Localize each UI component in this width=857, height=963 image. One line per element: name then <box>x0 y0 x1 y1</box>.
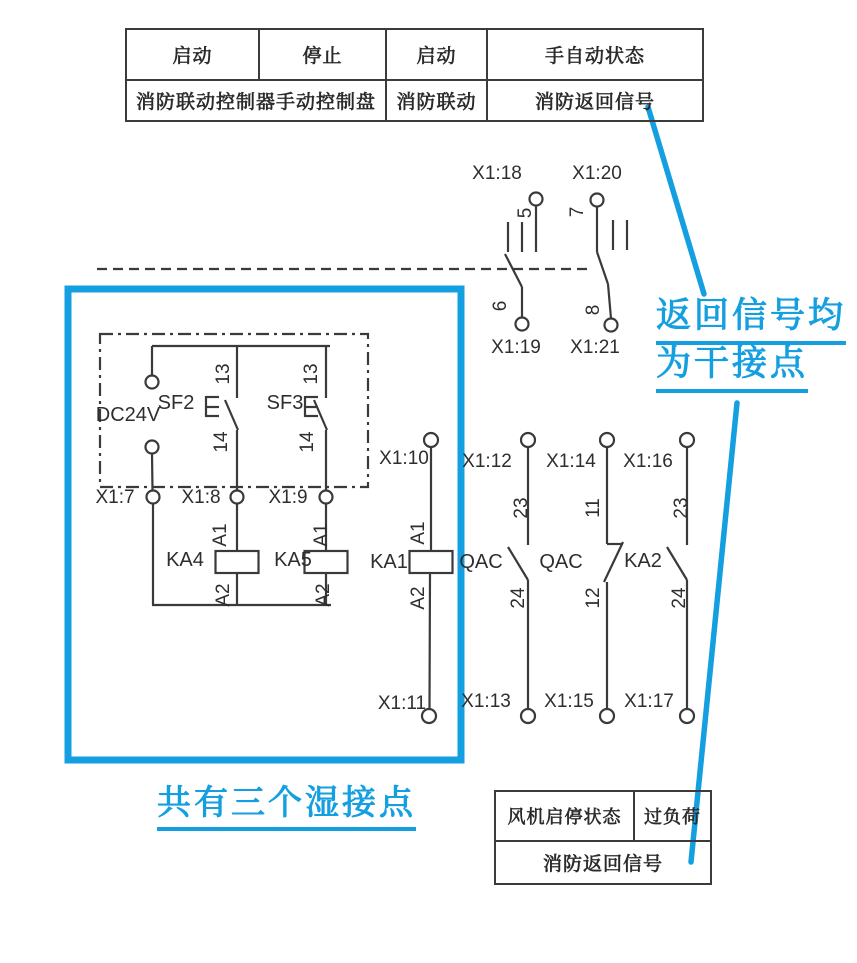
terminal-circle-x1-9 <box>320 491 333 504</box>
pin-label-ka4-a1: A1 <box>210 523 231 547</box>
terminal-label-x1-9: X1:9 <box>268 487 308 508</box>
bottom-table-cell-overload: 过负荷 <box>644 807 701 827</box>
leader-line-top <box>648 107 704 294</box>
terminal-circle-x1-17 <box>680 709 694 723</box>
pin-label-6: 6 <box>490 300 511 312</box>
pin-label-sf3-14: 14 <box>297 431 318 453</box>
terminal-label-x1-12: X1:12 <box>462 451 512 472</box>
terminal-label-x1-13: X1:13 <box>461 691 511 712</box>
terminal-circle-x1-7 <box>147 491 160 504</box>
component-label-dc24v: DC24V <box>95 404 161 426</box>
table-row <box>127 30 702 79</box>
terminal-circle-x1-20 <box>591 194 604 207</box>
terminal-label-x1-21: X1:21 <box>570 337 620 358</box>
pin-label-8: 8 <box>583 304 604 316</box>
terminal-circle-x1-15 <box>600 709 614 723</box>
terminal-circle-x1-19 <box>516 318 529 331</box>
pin-label-qac-23: 23 <box>511 497 532 519</box>
top-table-cell-start1: 启动 <box>127 30 260 79</box>
terminal-label-x1-7: X1:7 <box>95 487 135 508</box>
pin-label-qac-11: 11 <box>583 498 604 518</box>
terminal-circle-x1-10 <box>424 433 438 447</box>
component-label-sf2: SF2 <box>157 392 195 414</box>
top-table-cell-handauto: 手自动状态 <box>544 46 645 67</box>
pin-label-ka4-a2: A2 <box>213 583 234 607</box>
pin-label-ka1-a2: A2 <box>408 586 429 610</box>
terminal-label-x1-14: X1:14 <box>546 451 596 472</box>
component-label-qac-mid: QAC <box>539 551 583 573</box>
pin-label-qac-12: 12 <box>583 587 604 609</box>
pin-label-sf2-13: 13 <box>213 363 234 385</box>
terminal-label-x1-15: X1:15 <box>544 691 594 712</box>
pin-label-ka2-24: 24 <box>669 587 690 609</box>
top-table-cell-manual-panel: 消防联动控制器手动控制盘 <box>127 81 387 120</box>
annotation-wet-contacts: 共有三个湿接点 <box>157 775 416 831</box>
table-row <box>496 840 710 883</box>
pin-label-qac-24: 24 <box>508 587 529 609</box>
wet-contacts-highlight-box <box>68 289 461 760</box>
pin-label-5: 5 <box>515 207 536 219</box>
component-label-sf3: SF3 <box>266 392 304 414</box>
terminal-circle-x1-21 <box>605 319 618 332</box>
terminal-circle-x1-14 <box>600 433 614 447</box>
annotation-dry-contacts-line1: 返回信号均 <box>656 288 846 345</box>
annotation-dry-contacts-line2: 为干接点 <box>656 336 808 393</box>
table-row <box>496 792 710 840</box>
pin-label-7: 7 <box>567 206 588 218</box>
component-label-qac-left: QAC <box>459 551 503 573</box>
top-table-cell-return-signal: 消防返回信号 <box>534 92 655 113</box>
bottom-table-cell-fan-status: 风机启停状态 <box>496 792 635 840</box>
component-label-ka5: KA5 <box>274 549 312 571</box>
terminal-label-x1-20: X1:20 <box>572 163 622 184</box>
component-label-ka2: KA2 <box>624 550 662 572</box>
pin-label-ka2-23: 23 <box>671 497 692 519</box>
ka1-coil <box>410 551 453 573</box>
pin-label-sf3-13: 13 <box>301 363 322 385</box>
terminal-label-x1-11: X1:11 <box>377 693 427 714</box>
top-table-cell-stop: 停止 <box>260 30 387 79</box>
terminal-label-x1-19: X1:19 <box>491 337 541 358</box>
terminal-circle-x1-12 <box>521 433 535 447</box>
terminal-label-x1-18: X1:18 <box>472 163 522 184</box>
table-row <box>127 79 702 120</box>
terminal-label-x1-10: X1:10 <box>379 448 429 469</box>
pin-label-ka5-a2: A2 <box>313 583 334 607</box>
component-label-ka4: KA4 <box>166 549 204 571</box>
terminal-label-x1-17: X1:17 <box>624 691 674 712</box>
pin-label-ka1-a1: A1 <box>408 521 429 545</box>
terminal-label-x1-16: X1:16 <box>623 451 673 472</box>
bottom-table-cell-return-signal: 消防返回信号 <box>542 854 663 875</box>
top-signal-table <box>125 28 704 122</box>
top-table-cell-linkage: 消防联动 <box>387 81 488 120</box>
terminal-circle-x1-16 <box>680 433 694 447</box>
component-label-ka1: KA1 <box>370 551 408 573</box>
top-table-cell-start2: 启动 <box>387 30 488 79</box>
terminal-label-x1-8: X1:8 <box>181 487 221 508</box>
bottom-signal-table <box>494 790 712 885</box>
pin-label-sf2-14: 14 <box>211 431 232 453</box>
pin-label-ka5-a1: A1 <box>311 523 332 547</box>
terminal-circle-x1-8 <box>231 491 244 504</box>
terminal-circle-x1-13 <box>521 709 535 723</box>
